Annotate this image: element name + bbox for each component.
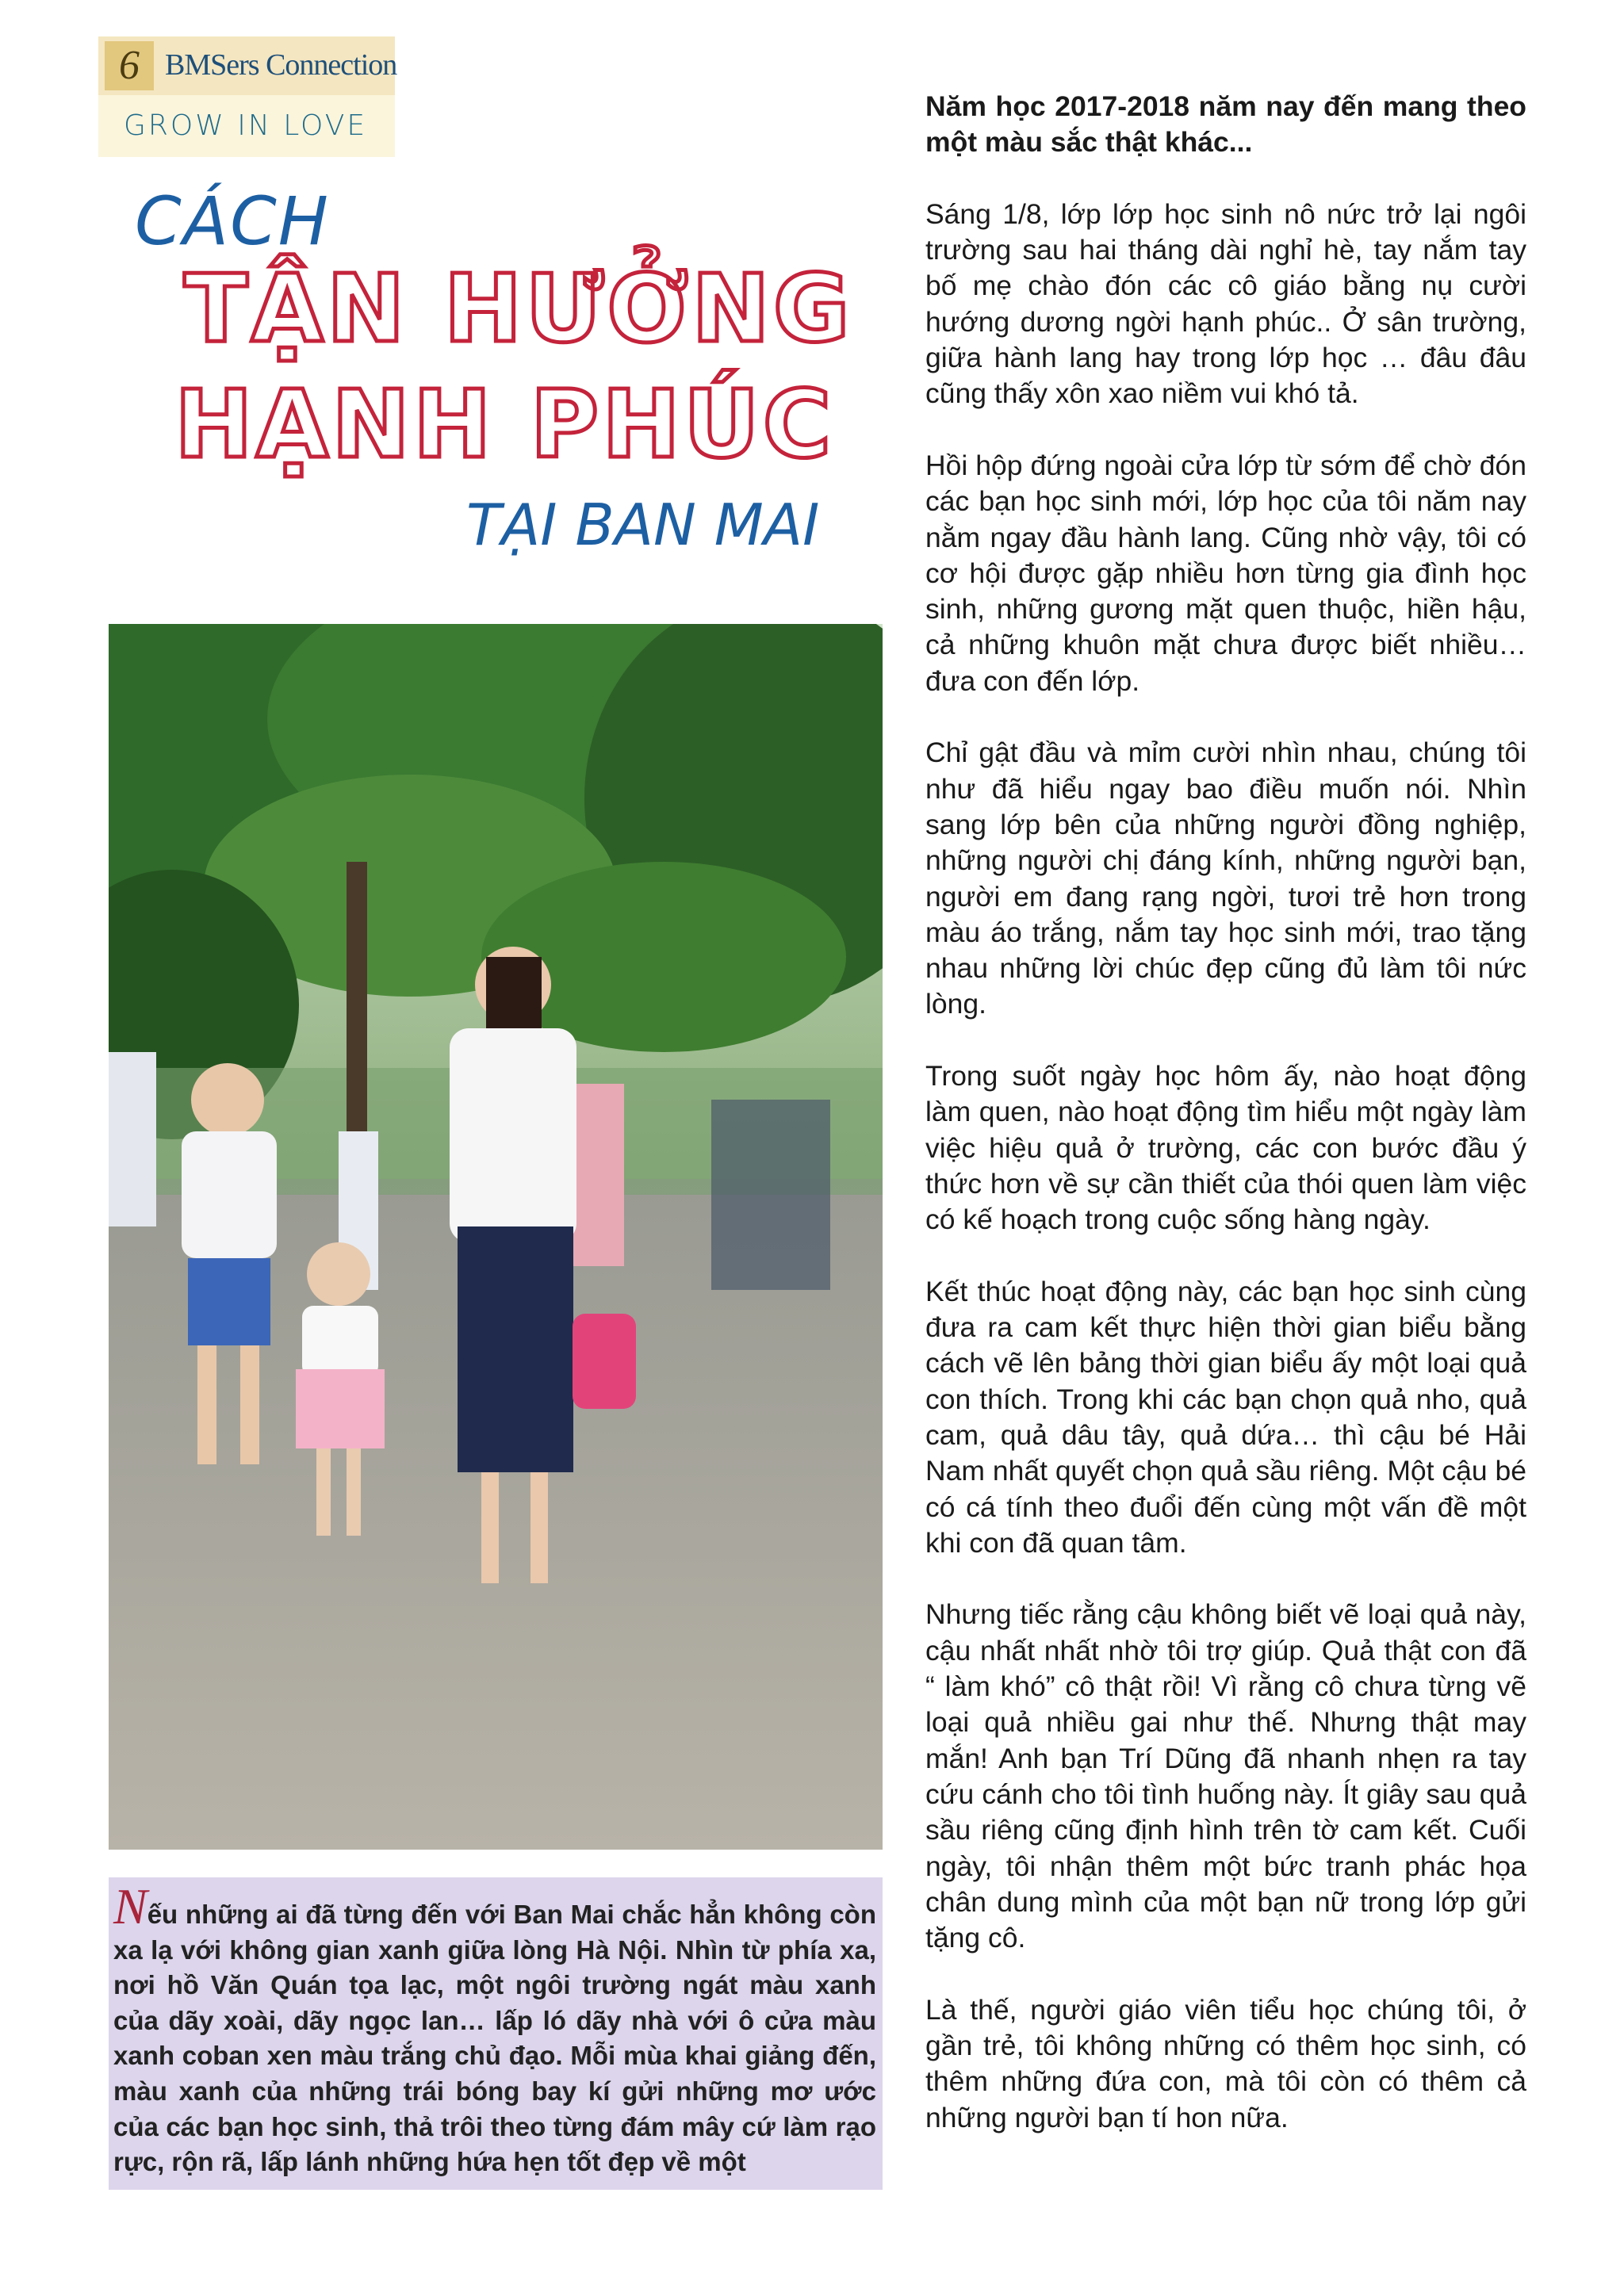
article-paragraph-4: Trong suốt ngày học hôm ấy, nào hoạt động làm quen, nào hoạt động tìm hiểu một ngày làm việc hiệu quả ở trường, các con bước đầu ý thức hơn về sự cần thiết của thói quen làm việc có kế hoạch trong cuộc sống hàng ngày.	[925, 1060, 1526, 1236]
photo-icon	[109, 624, 883, 1850]
magazine-header	[98, 36, 395, 157]
article-photo	[109, 624, 883, 1850]
intro-text	[113, 1878, 876, 2180]
article-lead: Năm học 2017-2018 năm nay đến mang theo một màu sắc thật khác...	[925, 90, 1526, 159]
title-line-2: TẬN HƯỞNG	[184, 254, 853, 363]
article-paragraph-6: Nhưng tiếc rằng cậu không biết vẽ loại quả này, cậu nhất nhất nhờ tôi trợ giúp. Quả thật con đã “ làm khó” cô thật rồi! Vì rằng cô chưa từng vẽ loại quả nhiều gai như thế. Nhưng thật may mắn! Anh bạn Trí Dũng đã nhanh nhẹn ra tay cứu cánh cho tôi tình huống này. Ít giây sau quả sầu riêng cũng định hình trên tờ cam kết. Cuối ngày, tôi nhận thêm một bức tranh phác họa chân dung mình của một bạn nữ trong lớp gửi tặng cô.	[925, 1598, 1526, 1954]
page-number: 6	[105, 41, 154, 90]
article-paragraph-2: Hồi hộp đứng ngoài cửa lớp từ sớm để chờ đón các bạn học sinh mới, lớp học của tôi năm nay nằm ngay đầu hành lang. Cũng nhờ vậy, tôi có cơ hội được gặp nhiều hơn từng gia đình học sinh, những gương mặt quen thuộc, hiền hậu, cả những khuôn mặt chưa được biết nhiều… đưa con đến lớp.	[925, 449, 1526, 697]
header-band	[98, 36, 395, 95]
article-paragraph-5: Kết thúc hoạt động này, các bạn học sinh cùng đưa ra cam kết thực hiện thời gian biểu bằng cách vẽ lên bảng thời gian biểu ấy một loại quả con thích. Trong khi các bạn chọn quả nho, quả cam, quả dâu tây, quả dứa… thì cậu bé Hải Nam nhất quyết chọn quả sầu riêng. Một cậu bé có cá tính theo đuổi đến cùng một vấn đề một khi con đã quan tâm.	[925, 1275, 1526, 1559]
article-paragraph-1: Sáng 1/8, lớp lớp học sinh nô nức trở lại ngôi trường sau hai tháng dài nghỉ hè, tay nắm tay bố mẹ chào đón các cô giáo bằng nụ cười hướng dương ngời hạnh phúc.. Ở sân trường, giữa hành lang hay trong lớp học … đâu đâu cũng thấy xôn xao niềm vui khó tả.	[925, 197, 1526, 410]
title-line-1: CÁCH	[135, 182, 330, 260]
article-column	[925, 89, 1526, 2172]
title-line-4: TẠI BAN MAI	[466, 492, 820, 558]
article-paragraph-3: Chỉ gật đầu và mỉm cười nhìn nhau, chúng tôi như đã hiểu ngay bao điều muốn nói. Nhìn sang lớp bên của những người đồng nghiệp, những người chị đáng kính, những người bạn, người em đang rạng ngời, tươi trẻ hơn trong màu áo trắng, nắm tay học sinh mới, trao tặng nhau những lời chúc đẹp cũng đủ làm tôi nức lòng.	[925, 737, 1526, 1020]
section-band	[98, 95, 395, 157]
article-paragraph-7: Là thế, người giáo viên tiểu học chúng tôi, ở gần trẻ, tôi không những có thêm học sinh, có thêm những đứa con, mà tôi còn có thêm cả những người bạn tí hon nữa.	[925, 1993, 1526, 2133]
intro-dropcap: N	[113, 1878, 147, 1934]
section-label: GROW IN LOVE	[124, 109, 368, 142]
magazine-name: BMSers Connection	[165, 48, 397, 82]
intro-body: ếu những ai đã từng đến với Ban Mai chắc hẳn không còn xa lạ với không gian xanh giữa lòng Hà Nội. Nhìn từ phía xa, nơi hồ Văn Quán tọa lạc, một ngôi trường ngát màu xanh của dãy xoài, dãy ngọc lan… lấp ló dãy nhà với ô cửa màu xanh coban xen màu trắng chủ đạo. Mỗi mùa khai giảng đến, màu xanh của những trái bóng bay kí gửi những mơ ước của các bạn học sinh, thả trôi theo từng đám mây cứ làm rạo rực, rộn rã, lấp lánh những hứa hẹn tốt đẹp về một	[113, 1900, 876, 2177]
intro-box	[109, 1877, 883, 2190]
title-line-3: HẠNH PHÚC	[174, 369, 835, 479]
